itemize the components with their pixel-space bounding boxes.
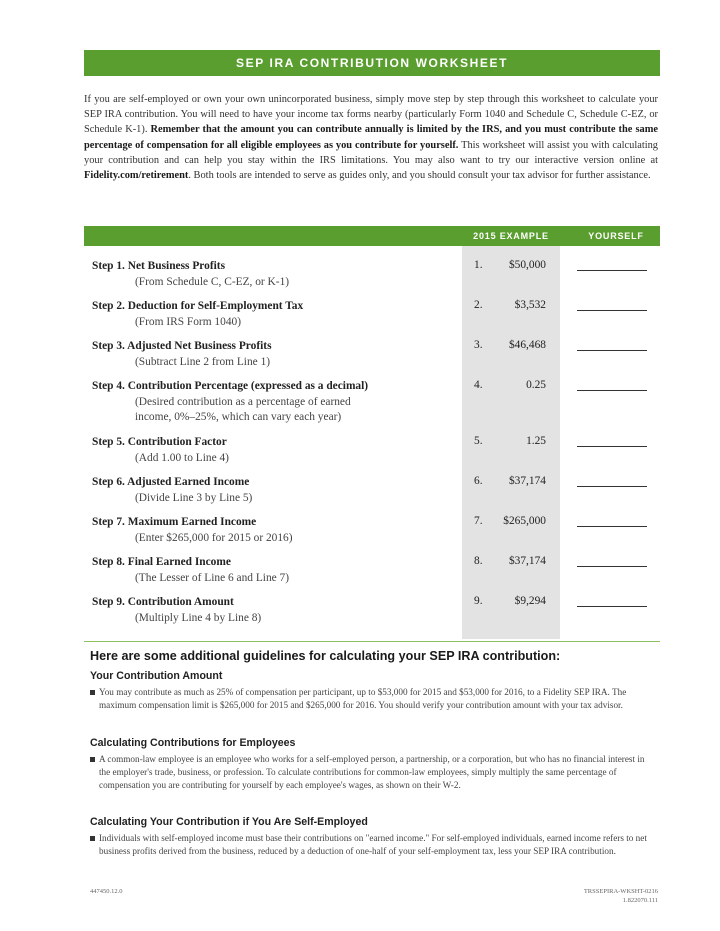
intro-text-3: . Both tools are intended to serve as guides only, and you should consult your tax advisor for further assistance. xyxy=(188,170,651,182)
step-row xyxy=(92,555,462,586)
step-row xyxy=(92,475,462,506)
line-number: 9. xyxy=(474,595,483,607)
column-header-example: 2015 EXAMPLE xyxy=(473,231,549,241)
step-row xyxy=(92,339,462,370)
guideline-bullet xyxy=(90,686,656,712)
step-instruction: (From IRS Form 1040) xyxy=(135,315,242,328)
example-value: 0.25 xyxy=(526,379,546,391)
step-instruction: (Enter $265,000 for 2015 or 2016) xyxy=(135,531,293,544)
column-header-yourself: YOURSELF xyxy=(588,231,644,241)
step-row xyxy=(92,259,462,290)
guideline-subheading: Your Contribution Amount xyxy=(90,670,223,682)
guideline-bullet xyxy=(90,832,656,858)
step-instruction: (Subtract Line 2 from Line 1) xyxy=(135,355,271,368)
step-title: Step 5. Contribution Factor xyxy=(92,436,227,448)
yourself-entry-line[interactable] xyxy=(577,473,647,487)
example-value: $50,000 xyxy=(508,259,546,271)
line-number: 5. xyxy=(474,435,483,447)
step-row xyxy=(92,379,462,426)
example-value: $46,468 xyxy=(508,339,546,351)
yourself-entry-line[interactable] xyxy=(577,377,647,391)
step-title: Step 8. Final Earned Income xyxy=(92,556,231,568)
line-number: 7. xyxy=(474,515,483,527)
footer-code-right-2: 1.822070.111 xyxy=(622,897,658,904)
intro-paragraph xyxy=(84,92,658,183)
line-number: 6. xyxy=(474,475,483,487)
yourself-entry-line[interactable] xyxy=(577,553,647,567)
step-title: Step 9. Contribution Amount xyxy=(92,596,234,608)
guideline-bullet xyxy=(90,753,656,793)
example-value: $9,294 xyxy=(514,595,546,607)
guideline-text: Individuals with self-employed income must base their contributions on "earned income." For self-employed individuals, earned income refers to net business profits derived from the business, reduced by a deduction of one-half of your self-employment tax, less your SEP IRA contribution. xyxy=(99,833,647,857)
step-instruction: (Desired contribution as a percentage of earned income, 0%–25%, which can vary each year) xyxy=(135,395,351,423)
guideline-text: A common-law employee is an employee who works for a self-employed person, a partnership, or a corporation, but who has no financial interest in the employer's trade, business, or profession. To calculate contributions for common-law employees, simply multiply the same percentage of compensation you are contributing for yourself by each employee's wages, as shown on their W-2. xyxy=(99,754,645,791)
line-number: 2. xyxy=(474,299,483,311)
yourself-entry-line[interactable] xyxy=(577,433,647,447)
step-row xyxy=(92,435,462,466)
intro-link-text: Fidelity.com/retirement xyxy=(84,170,189,182)
line-number: 8. xyxy=(474,555,483,567)
guidelines-heading: Here are some additional guidelines for calculating your SEP IRA contribution: xyxy=(90,649,561,663)
step-title: Step 4. Contribution Percentage (expressed as a decimal) xyxy=(92,380,369,392)
intro-text-1: If you are self-employed or own your own unincorporated business, simply move step by step through this worksheet to calculate your SEP IRA contribution. You will need to have your income tax forms nearby (particularly Form 1040 and Schedule C, Schedule C-EZ, or Schedule K-1). xyxy=(84,94,658,136)
guideline-subheading: Calculating Contributions for Employees xyxy=(90,737,296,749)
example-value: 1.25 xyxy=(526,435,546,447)
step-instruction: (Divide Line 3 by Line 5) xyxy=(135,491,253,504)
step-instruction: (Multiply Line 4 by Line 8) xyxy=(135,611,262,624)
example-value: $37,174 xyxy=(508,475,546,487)
guideline-subheading: Calculating Your Contribution if You Are Self-Employed xyxy=(90,816,368,828)
intro-bold-1: Remember that the amount you can contribute annually is limited by the IRS, and you must contribute the same percentage of compensation for all eligible employees as you contribute for yourself. xyxy=(84,124,658,151)
step-title: Step 2. Deduction for Self-Employment Tax xyxy=(92,300,304,312)
example-value: $3,532 xyxy=(514,299,546,311)
bullet-icon xyxy=(90,757,95,762)
worksheet-title: SEP IRA CONTRIBUTION WORKSHEET xyxy=(84,50,660,76)
step-title: Step 6. Adjusted Earned Income xyxy=(92,476,250,488)
step-instruction: (The Lesser of Line 6 and Line 7) xyxy=(135,571,290,584)
bullet-icon xyxy=(90,836,95,841)
step-title: Step 1. Net Business Profits xyxy=(92,260,225,272)
yourself-entry-line[interactable] xyxy=(577,513,647,527)
line-number: 1. xyxy=(474,259,483,271)
yourself-entry-line[interactable] xyxy=(577,337,647,351)
footer-code-right-1: TRSSEPIRA-WKSHT-0216 xyxy=(583,888,658,895)
column-header-bar xyxy=(84,226,660,246)
footer-code-left: 447450.12.0 xyxy=(90,888,123,895)
footer-code-right xyxy=(584,887,658,905)
step-title: Step 3. Adjusted Net Business Profits xyxy=(92,340,272,352)
yourself-entry-line[interactable] xyxy=(577,297,647,311)
line-number: 3. xyxy=(474,339,483,351)
intro-text-2: This worksheet will assist you with calculating your contribution and can help you stay within the IRS limitations. You may also want to try our interactive version online at xyxy=(84,139,658,166)
line-number: 4. xyxy=(474,379,483,391)
example-value: $37,174 xyxy=(508,555,546,567)
yourself-entry-line[interactable] xyxy=(577,257,647,271)
step-row xyxy=(92,299,462,330)
step-instruction: (From Schedule C, C-EZ, or K-1) xyxy=(135,275,290,288)
guideline-text: You may contribute as much as 25% of compensation per participant, up to $53,000 for 2015 and $53,000 for 2016, to a Fidelity SEP IRA. The maximum compensation limit is $265,000 for 2015 and $265,000 for 2016. You should verify your contribution amount with your tax advisor. xyxy=(99,687,627,711)
step-row xyxy=(92,515,462,546)
bullet-icon xyxy=(90,690,95,695)
section-divider xyxy=(84,641,660,642)
yourself-entry-line[interactable] xyxy=(577,593,647,607)
example-value: $265,000 xyxy=(503,515,546,527)
step-row xyxy=(92,595,462,626)
step-title: Step 7. Maximum Earned Income xyxy=(92,516,257,528)
step-instruction: (Add 1.00 to Line 4) xyxy=(135,451,229,464)
